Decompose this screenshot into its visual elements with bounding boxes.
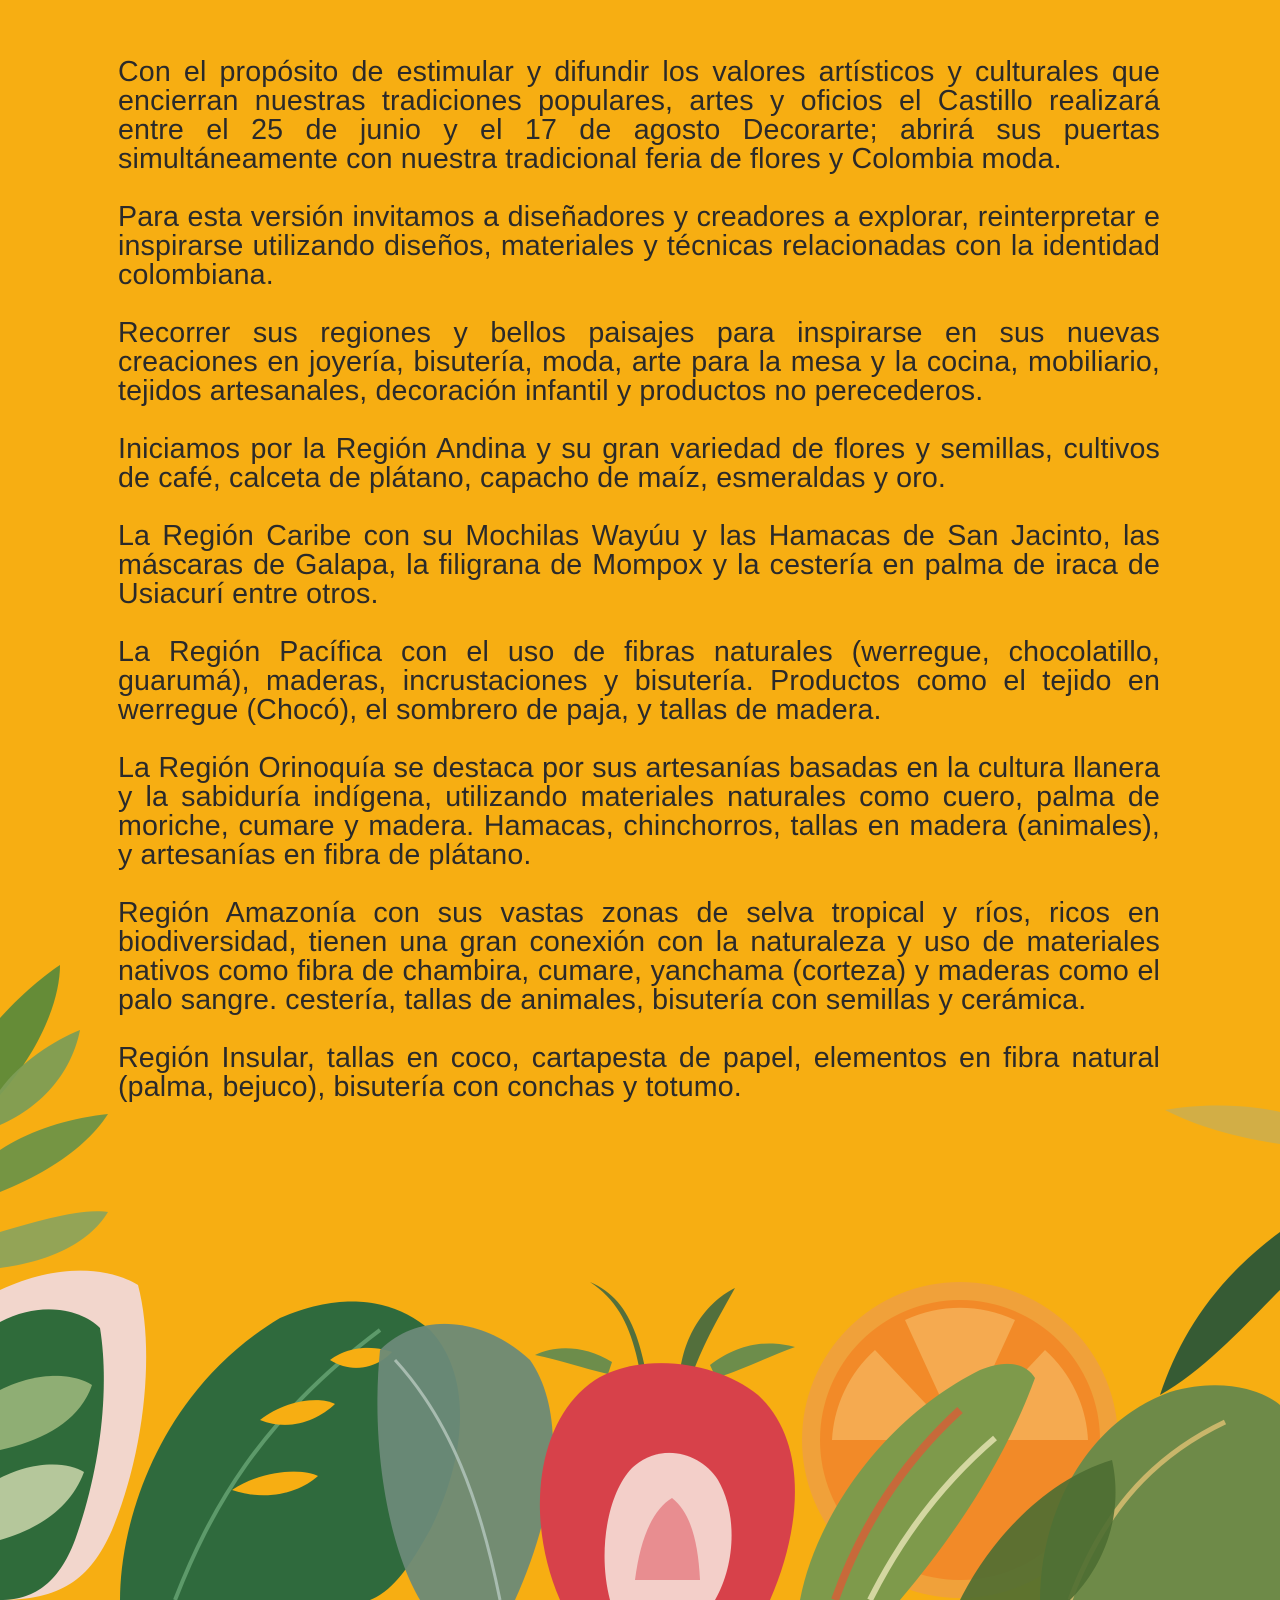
paragraph-regions: Recorrer sus regiones y bellos paisajes para inspirarse en sus nuevas creaciones en joyería, bisutería, moda, arte para la mesa y la cocina, mobiliario, tejidos artesanales, decoración infantil y productos no perecederos. xyxy=(118,317,1160,407)
paragraph-pacifica: La Región Pacífica con el uso de fibras naturales (werregue, chocolatillo, guarumá), maderas, incrustaciones y bisutería. Productos como el tejido en werregue (Chocó), el sombrero de paja, y tallas de madera. xyxy=(118,636,1160,726)
left-leaf-cluster xyxy=(0,965,108,1268)
paragraph-insular: Región Insular, tallas en coco, cartapesta de papel, elementos en fibra natural (palma, bejuco), bisutería con conchas y totumo. xyxy=(118,1042,1160,1103)
right-dark-leaf-icon xyxy=(1160,1232,1280,1395)
paragraph-intro: Con el propósito de estimular y difundir los valores artísticos y culturales que encierran nuestras tradiciones populares, artes y oficios el Castillo realizará entre el 25 de junio y el 17 de agosto Decorarte; abrirá sus puertas simultáneamente con nuestra tradicional feria de flores y Colombia moda. xyxy=(118,56,1160,175)
pink-leaf-group xyxy=(0,1271,146,1600)
right-faint-leaf-icon xyxy=(1165,1106,1280,1144)
paragraph-orinoquia: La Región Orinoquía se destaca por sus artesanías basadas en la cultura llanera y la sabiduría indígena, utilizando materiales naturales como cuero, palma de moriche, cumare y madera. Hamacas, chinchorros, tallas en madera (animales), y artesanías en fibra de plátano. xyxy=(118,752,1160,871)
paragraph-andina: Iniciamos por la Región Andina y su gran variedad de flores y semillas, cultivos de café, calceta de plátano, capacho de maíz, esmeraldas y oro. xyxy=(118,433,1160,494)
paragraph-invitation: Para esta versión invitamos a diseñadores y creadores a explorar, reinterpretar e inspirarse utilizando diseños, materiales y técnicas relacionadas con la identidad colombiana. xyxy=(118,201,1160,291)
strawberry-stem-icon xyxy=(710,1343,795,1378)
strawberry-stem-icon xyxy=(535,1348,612,1374)
left-leaf-icon xyxy=(0,1211,108,1268)
strawberry-group xyxy=(535,1282,795,1600)
paragraph-caribe: La Región Caribe con su Mochilas Wayúu y las Hamacas de San Jacinto, las máscaras de Galapa, la filigrana de Mompox y la cestería en palma de iraca de Usiacurí entre otros. xyxy=(118,520,1160,610)
silver-leaf-icon xyxy=(377,1324,553,1600)
left-leaf-icon xyxy=(0,1114,108,1192)
paragraph-amazonia: Región Amazonía con sus vastas zonas de selva tropical y ríos, ricos en biodiversidad, tienen una gran conexión con la naturaleza y uso de materiales nativos como fibra de chambira, cumare, yanchama (corteza) y maderas como el palo sangre. cestería, tallas de animales, bisutería con semillas y cerámica. xyxy=(118,897,1160,1016)
document-body xyxy=(118,58,1160,1131)
